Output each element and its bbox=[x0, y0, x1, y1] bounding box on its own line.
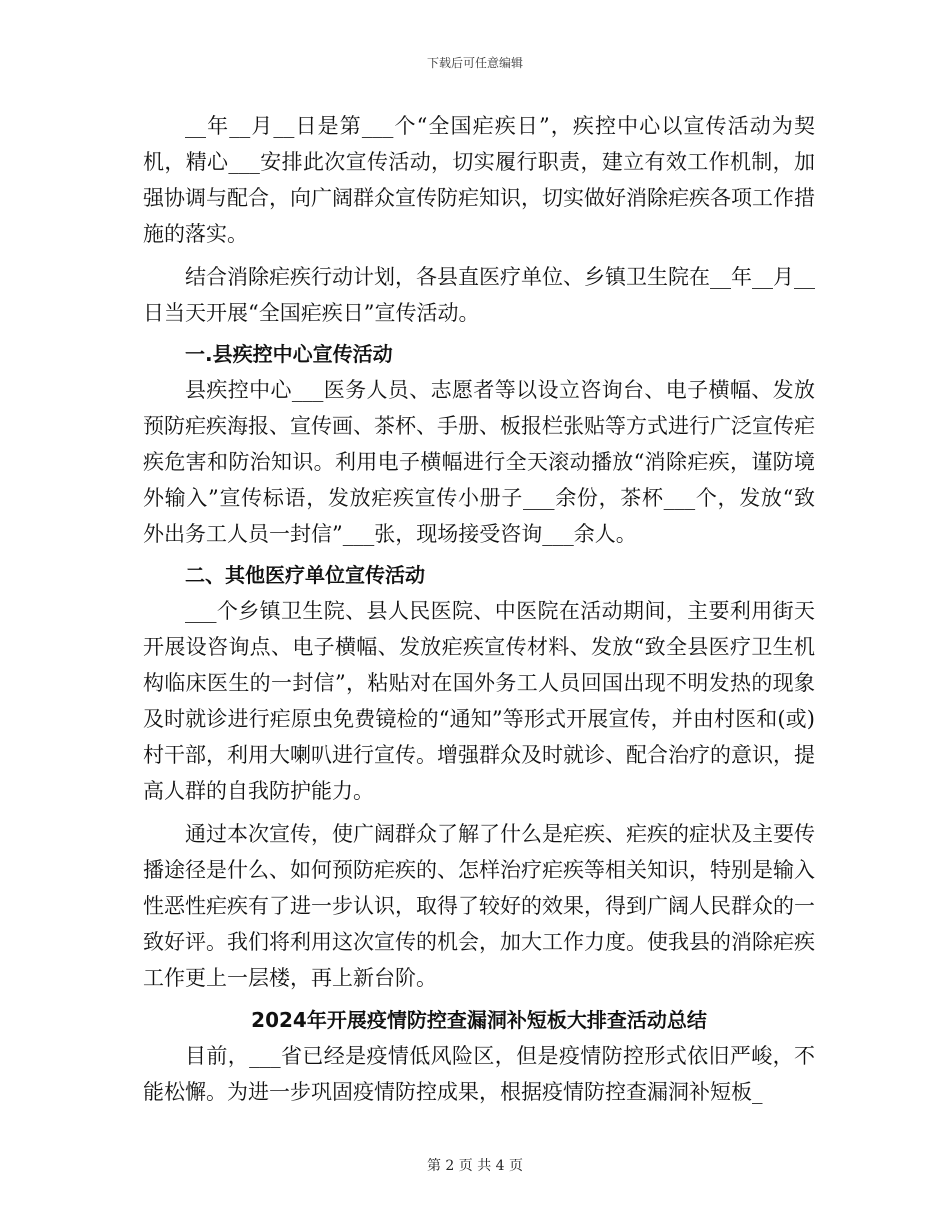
paragraph-other-units: ___个乡镇卫生院、县人民医院、中医院在活动期间，主要利用街天开展设咨询点、电子横幅、发放疟疾宣传材料、发放“致全县医疗卫生机构临床医生的一封信”，粘贴对在国外务工人员回国出现不明发热的现象及时就诊进行疟原虫免费镜检的“通知”等形式开展宣传，并由村医和(或)村干部，利用大喇叭进行宣传。增强群众及时就诊、配合治疗的意识，提高人群的自我防护能力。 bbox=[143, 599, 815, 803]
paragraph-intro: __年__月__日是第___个“全国疟疾日”，疾控中心以宣传活动为契机，精心___安排此次宣传活动，切实履行职责，建立有效工作机制，加强协调与配合，向广阔群众宣传防疟知识，切实做好消除疟疾各项工作措施的落实。 bbox=[143, 114, 815, 246]
document-title-2024: 2024年开展疫情防控查漏洞补短板大排查活动总结 bbox=[251, 1008, 707, 1032]
paragraph-cdc-activities: 县疾控中心___医务人员、志愿者等以设立咨询台、电子横幅、发放预防疟疾海报、宣传画、茶杯、手册、板报栏张贴等方式进行广泛宣传疟疾危害和防治知识。利用电子横幅进行全天滚动播放“消除疟疾，谨防境外输入”宣传标语，发放疟疾宣传小册子___余份，茶杯___个，发放“致外出务工人员一封信”___张，现场接受咨询___余人。 bbox=[143, 378, 815, 546]
page-footer: 第 2 页 共 4 页 bbox=[426, 1158, 524, 1174]
section-heading-cdc: 一.县疾控中心宣传活动 bbox=[185, 342, 393, 366]
page-header: 下载后可任意编辑 bbox=[426, 56, 523, 70]
document-body bbox=[143, 108, 815, 1110]
paragraph-summary: 通过本次宣传，使广阔群众了解了什么是疟疾、疟疾的症状及主要传播途径是什么、如何预防疟疾的、怎样治疗疟疾等相关知识，特别是输入性恶性疟疾有了进一步认识，取得了较好的效果，得到广阔人民群众的一致好评。我们将利用这次宣传的机会，加大工作力度。使我县的消除疟疾工作更上一层楼，再上新台阶。 bbox=[143, 822, 815, 990]
section-heading-other-units: 二、其他医疗单位宣传活动 bbox=[185, 563, 425, 587]
paragraph-current-status: 目前，___省已经是疫情低风险区，但是疫情防控形式依旧严峻，不能松懈。为进一步巩固疫情防控成果，根据疫情防控查漏洞补短板_ bbox=[143, 1044, 815, 1104]
paragraph-plan: 结合消除疟疾行动计划，各县直医疗单位、乡镇卫生院在__年__月__日当天开展“全国疟疾日”宣传活动。 bbox=[143, 265, 815, 325]
